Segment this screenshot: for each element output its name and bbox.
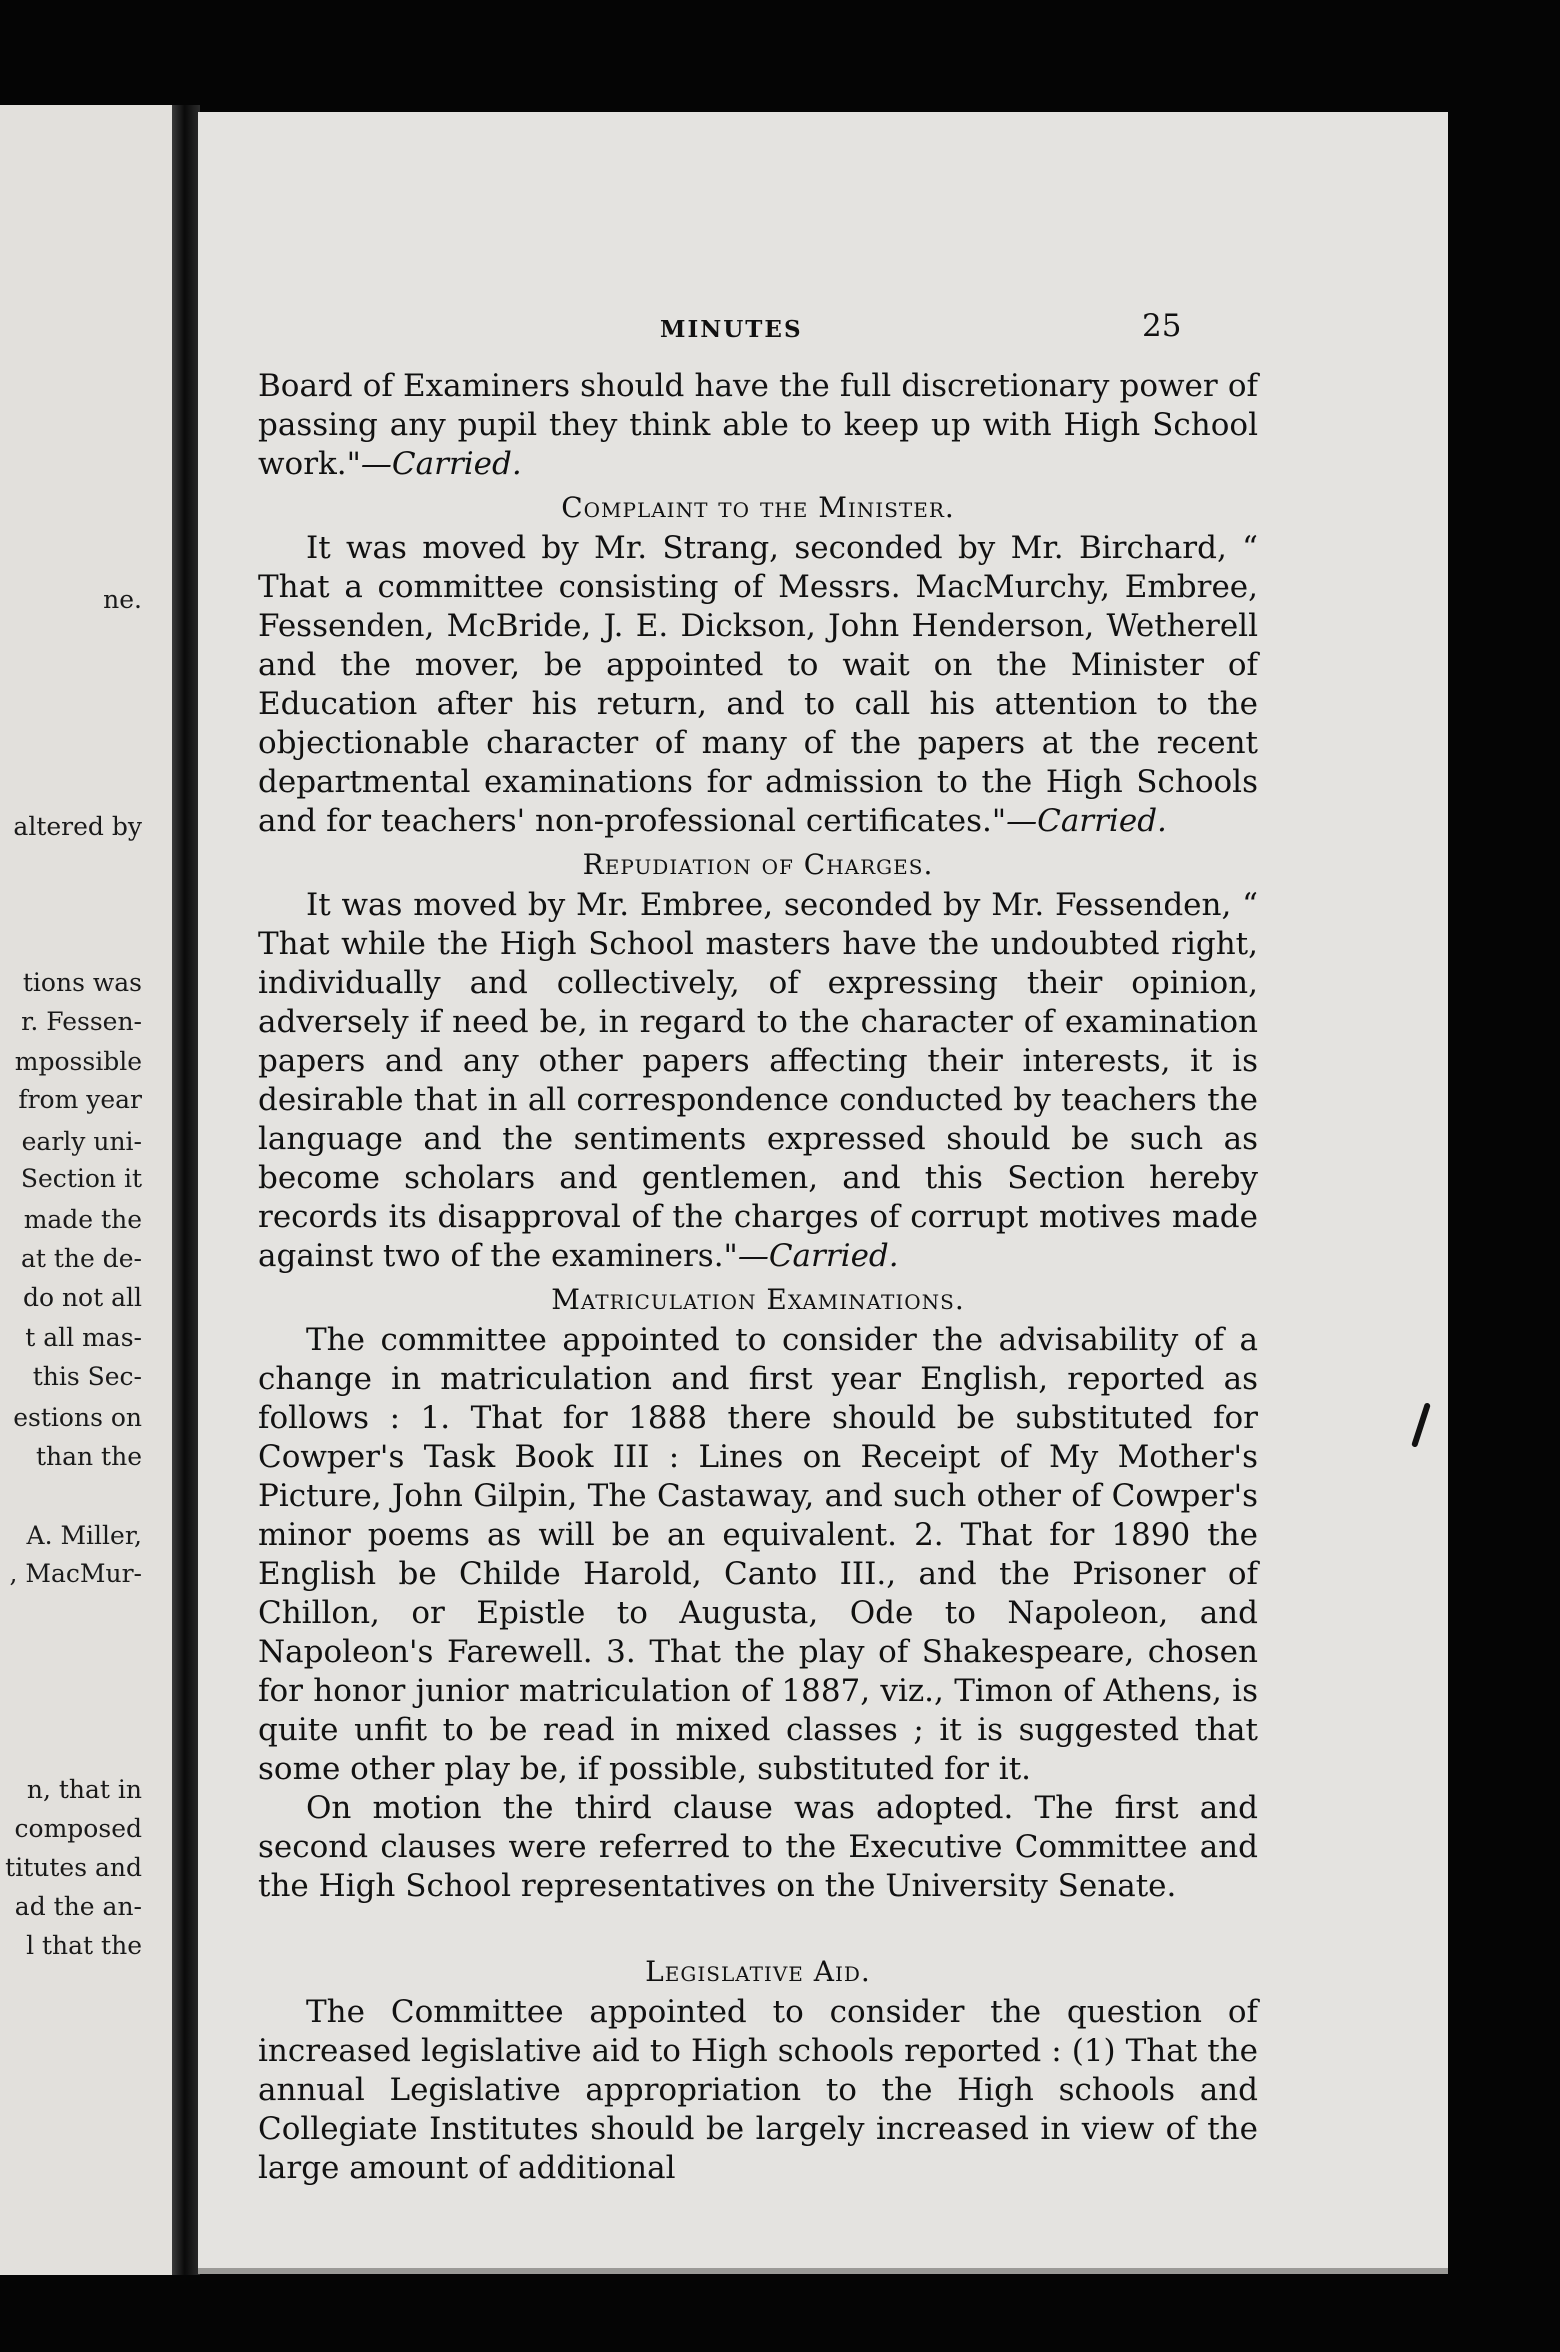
complaint-paragraph [258,529,1258,841]
complaint-text: It was moved by Mr. Strang, seconded by Mr. Birchard, “ That a committee consisting of Messrs. MacMurchy, Embree, Fessenden, McBride, J. E. Dickson, John Henderson, Wetherell and the mover, be appointed to wait on the Minister of Education after his return, and to call his attention to the objectionable character of many of the papers at the recent departmental examinations for admission to the High Schools and for teachers' non-professional certificates." [258,530,1258,839]
repudiation-carried: —Carried. [737,1238,899,1274]
running-head [198,308,1448,348]
legislative-paragraph: The Committee appointed to consider the question of increased legislative aid to High schools reported : (1) That the annual Legislative appropriation to the High schools and Collegiate Institutes should be largely increased in view of the large amount of additional [258,1994,1258,2186]
opening-carried: —Carried. [360,446,522,482]
facing-page [0,105,188,2275]
facing-page-line: this Sec- [32,1362,142,1391]
facing-page-line: at the de- [20,1243,142,1273]
heading-legislative: Legislative Aid. [645,1955,871,1988]
page-number: 25 [1142,308,1182,344]
facing-page-line: mpossible [14,1047,142,1076]
matriculation-paragraph: The committee appointed to consider the advisability of a change in matriculation and first year English, reported as follows : 1. That for 1888 there should be substituted for Cowper's Task Book III : Lines on Receipt of My Mother's Picture, John Gilpin, The Castaway, and such other of Cowper's minor poems as will be an equivalent. 2. That for 1890 the English be Childe Harold, Canto III., and the Prisoner of Chillon, or Epistle to Augusta, Ode to Napoleon, and Napoleon's Farewell. 3. That the play of Shakespeare, chosen for honor junior matriculation of 1887, viz., Timon of Athens, is quite unfit to be read in mixed classes ; it is suggested that some other play be, if possible, substituted for it. [258,1322,1258,1787]
margin-pencil-mark [1411,1402,1431,1448]
facing-page-line: titutes and [5,1852,142,1882]
repudiation-paragraph [258,886,1258,1276]
facing-page-line: r. Fessen- [21,1006,142,1036]
heading-repudiation: Repudiation of Charges. [582,848,934,881]
facing-page-line: , MacMur- [9,1558,142,1588]
text-body [258,367,1258,2188]
facing-page-line: than the [35,1441,142,1471]
facing-page-line: tions was [22,967,142,997]
heading-complaint: Complaint to the Minister. [561,491,955,524]
facing-page-line: composed [14,1813,142,1843]
facing-page-line: A. Miller, [26,1521,142,1550]
facing-page-line: ad the an- [14,1891,142,1921]
opening-paragraph [258,367,1258,484]
facing-page-line: do not all [22,1282,142,1312]
facing-page-line: estions on [13,1402,142,1432]
opening-text: Board of Examiners should have the full discretionary power of passing any pupil they think able to keep up with High School work." [258,368,1258,482]
page-bottom-edge [198,2268,1448,2274]
facing-page-line: n, that in [26,1774,142,1804]
facing-page-line: l that the [26,1930,142,1960]
running-title: MINUTES [660,316,803,343]
book-gutter [172,105,200,2275]
facing-page-line: ne. [103,585,142,614]
facing-page-line: altered by [13,811,142,841]
heading-matriculation: Matriculation Examinations. [551,1283,965,1316]
complaint-carried: —Carried. [1006,803,1167,839]
facing-page-line: early uni- [21,1126,142,1156]
matriculation-motion: On motion the third clause was adopted. The first and second clauses were referred to the Executive Committee and the High School representatives on the University Senate. [258,1790,1258,1904]
facing-page-line: t all mas- [25,1323,142,1352]
facing-page-line: Section it [20,1164,142,1193]
facing-page-line: made the [23,1204,142,1234]
repudiation-text: It was moved by Mr. Embree, seconded by Mr. Fessenden, “ That while the High School masters have the undoubted right, individually and collectively, of expressing their opinion, adversely if need be, in regard to the character of examination papers and any other papers affecting their interests, it is desirable that in all correspondence conducted by teachers the language and the sentiments expressed should be such as become scholars and gentlemen, and this Section hereby records its disapproval of the charges of corrupt motives made against two of the examiners." [258,887,1258,1274]
facing-page-line: from year [18,1084,142,1114]
page [198,112,1448,2272]
